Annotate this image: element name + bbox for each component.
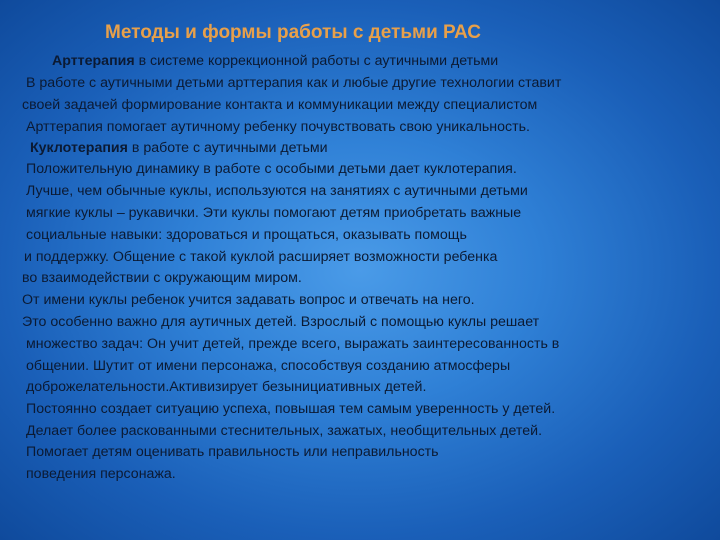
text-line-bold: Арттерапия [52, 53, 135, 69]
text-line: Лучше, чем обычные куклы, используются на занятиях с аутичными детьми [26, 183, 528, 199]
text-line: В работе с аутичными детьми арттерапия как и любые другие технологии ставит [26, 75, 562, 91]
text-line: своей задачей формирование контакта и коммуникации между специалистом [22, 97, 538, 113]
slide-title: Методы и формы работы с детьми РАС [105, 22, 482, 43]
text-line: Арттерапия помогает аутичному ребенку почувствовать свою уникальность. [26, 119, 530, 135]
text-line: мягкие куклы – рукавички. Эти куклы помогают детям приобретать важные [26, 205, 522, 221]
text-line: поведения персонажа. [26, 466, 176, 482]
text-line-rest: в работе с аутичными детьми [127, 140, 328, 156]
text-line: и поддержку. Общение с такой куклой расширяет возможности ребенка [24, 249, 498, 265]
text-line-bold: Куклотерапия [30, 140, 128, 156]
text-line: Делает более раскованными стеснительных, зажатых, необщительных детей. [26, 423, 543, 439]
text-line: общении. Шутит от имени персонажа, способствуя созданию атмосферы [26, 358, 511, 374]
text-line: множество задач: Он учит детей, прежде всего, выражать заинтересованность в [26, 336, 560, 352]
text-line: социальные навыки: здороваться и прощаться, оказывать помощь [26, 227, 467, 243]
text-line-rest: в системе коррекционной работы с аутичными детьми [134, 53, 499, 69]
text-line: Постоянно создает ситуацию успеха, повышая тем самым уверенность у детей. [26, 401, 556, 417]
text-line: От имени куклы ребенок учится задавать вопрос и отвечать на него. [22, 292, 475, 308]
text-line: доброжелательности.Активизирует безынициативных детей. [26, 379, 427, 395]
text-line [52, 52, 498, 70]
text-line: Помогает детям оценивать правильность или неправильность [26, 444, 439, 460]
text-line: Положительную динамику в работе с особыми детьми дает куклотерапия. [26, 161, 517, 177]
text-line: Это особенно важно для аутичных детей. Взрослый с помощью куклы решает [22, 314, 540, 330]
text-line [30, 139, 328, 157]
text-line: во взаимодействии с окружающим миром. [22, 270, 302, 286]
